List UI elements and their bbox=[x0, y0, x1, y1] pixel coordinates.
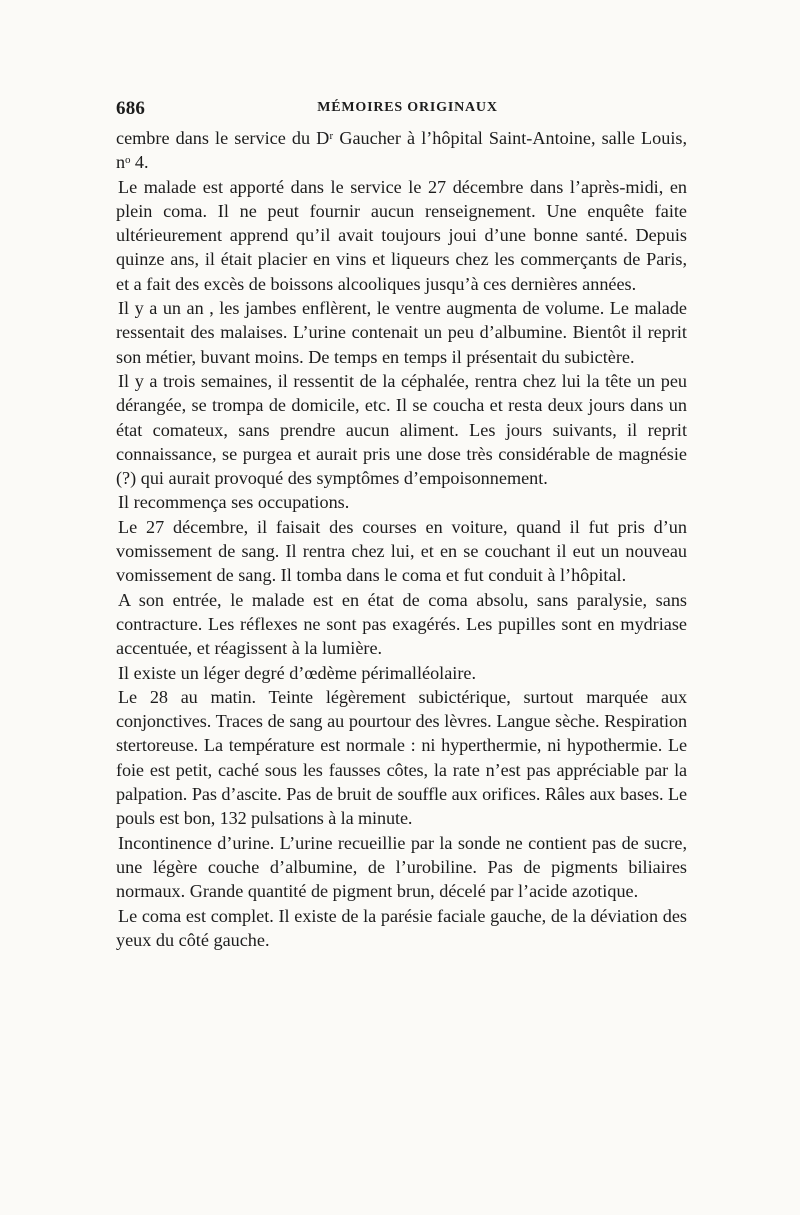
paragraph-3: Il y a un an , les jambes enflèrent, le ventre augmenta de volume. Le malade ressentait des malaises. L’urine contenait un peu d’albumine. Bientôt il reprit son métier, buvant moins. De temps en temps il présentait du subictère. bbox=[116, 298, 687, 367]
page-number: 686 bbox=[116, 98, 146, 119]
body-text bbox=[116, 126, 687, 952]
paragraph-4: Il y a trois semaines, il ressentit de la céphalée, rentra chez lui la tête un peu dérangée, se trompa de domicile, etc. Il se coucha et resta deux jours dans un état comateux, sans prendre aucun aliment. Les jours suivants, il reprit connaissance, se purgea et aurait pris une dose très considérable de magnésie (?) qui aurait provoqué des symptômes d’empoisonnement. bbox=[116, 370, 687, 489]
paragraph-10: Incontinence d’urine. L’urine recueillie par la sonde ne contient pas de sucre, une légère couche d’albumine, de l’urobiline. Pas de pigments biliaires normaux. Grande quantité de pigment brun, décelé par l’acide azotique. bbox=[116, 832, 687, 902]
paragraph-5: Il recommença ses occupations. bbox=[118, 492, 350, 513]
paragraph-8: Il existe un léger degré d’œdème périmalléolaire. bbox=[118, 662, 477, 683]
paragraph-9: Le 28 au matin. Teinte légèrement subictérique, surtout marquée aux conjonctives. Traces de sang au pourtour des lèvres. Langue sèche. Respiration stertoreuse. La température est normale : ni hyperthermie, ni hypothermie. Le foie est petit, caché sous les fausses côtes, la rate n’est pas appréciable par la palpation. Pas d’ascite. Pas de bruit de souffle aux orifices. Râles aux bases. Le pouls est bon, 132 pulsations à la minute. bbox=[116, 686, 687, 829]
running-header bbox=[116, 98, 687, 126]
paragraph-7: A son entrée, le malade est en état de coma absolu, sans paralysie, sans contracture. Les réflexes ne sont pas exagérés. Les pupilles sont en mydriase accentuée, et réagissent à la lumière. bbox=[116, 589, 687, 659]
paragraph-2: Le malade est apporté dans le service le 27 décembre dans l’après-midi, en plein coma. Il ne peut fournir aucun renseignement. Une enquête faite ultérieurement apprend qu’il avait toujours joui d’une bonne santé. Depuis quinze ans, il était placier en vins et liqueurs chez les commerçants de Paris, et a fait des excès de boissons alcooliques jusqu’à ces dernières années. bbox=[116, 176, 687, 294]
running-title: MÉMOIRES ORIGINAUX bbox=[317, 100, 498, 115]
paragraph-6: Le 27 décembre, il faisait des courses en voiture, quand il fut pris d’un vomissement de sang. Il rentra chez lui, et en se couchant il eut un nouveau vomissement de sang. Il tomba dans le coma et fut conduit à l’hôpital. bbox=[116, 516, 687, 586]
paragraph-11: Le coma est complet. Il existe de la parésie faciale gauche, de la déviation des yeux du côté gauche. bbox=[116, 905, 687, 950]
paragraph-1: cembre dans le service du Dʳ Gaucher à l’hôpital Saint-Antoine, salle Louis, nᵒ 4. bbox=[116, 128, 687, 173]
